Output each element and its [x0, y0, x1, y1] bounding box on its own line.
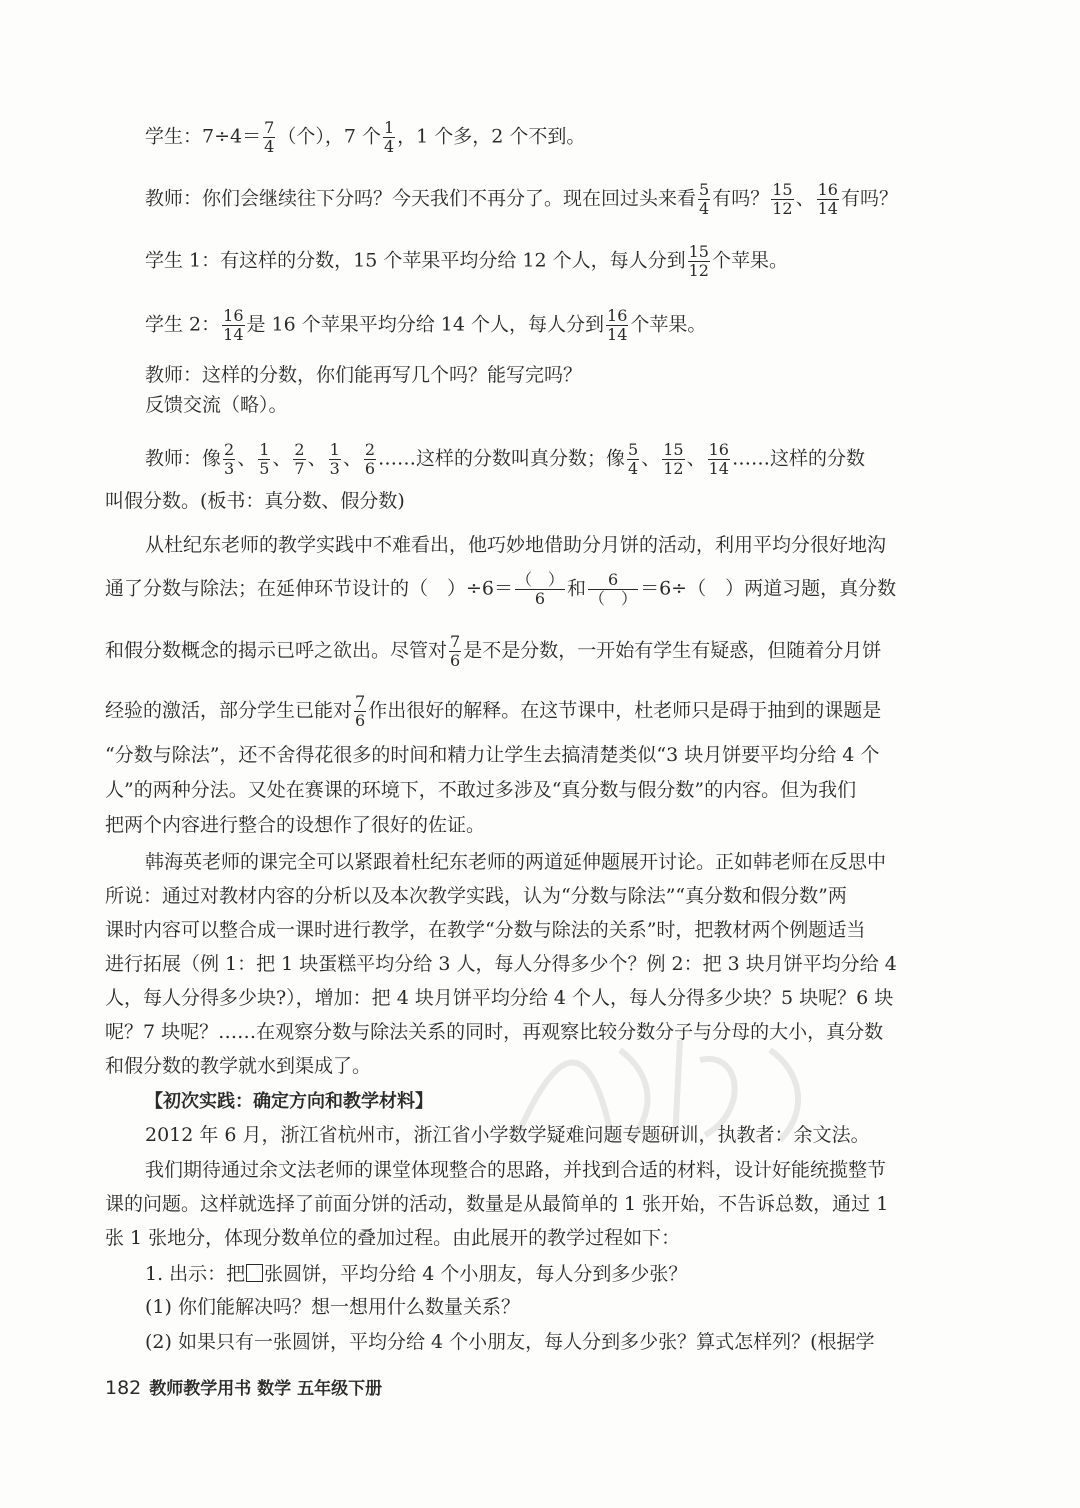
fraction — [383, 120, 395, 155]
fraction-numerator: 7 — [355, 692, 366, 711]
text-segment: 教师：像 — [145, 447, 222, 470]
text-segment: 作出很好的解释。在这节课中，杜老师只是碍于抽到的课题是 — [368, 699, 882, 722]
fraction-denominator: 6 — [534, 589, 546, 608]
fraction — [817, 182, 839, 217]
text-segment: 学生 2： — [145, 313, 221, 336]
text-segment: ＝6÷（ ）两道习题，真分数 — [640, 577, 897, 600]
fraction — [293, 442, 305, 477]
text-segment: 有吗？ — [712, 187, 770, 210]
para2-line-6: 呢？7 块呢？……在观察分数与除法关系的同时，再观察比较分数分子与分母的大小，真分数 — [105, 1021, 884, 1043]
fraction-denominator: 3 — [224, 459, 235, 478]
text-segment: 是不是分数，一开始有学生有疑惑，但随着分月饼 — [463, 639, 882, 662]
text-segment: 教师：你们会继续往下分吗？今天我们不再分了。现在回过头来看 — [145, 187, 697, 210]
fraction-denominator: 14 — [223, 325, 244, 344]
dialogue-line-student-2 — [145, 244, 788, 279]
book-title: 教师教学用书 数学 五年级下册 — [149, 1379, 383, 1399]
fraction-denominator: 4 — [383, 137, 395, 156]
section-line-1: 2012 年 6 月，浙江省杭州市，浙江省小学数学疑难问题专题研训，执教者：余文法。 — [145, 1124, 870, 1146]
fraction — [329, 442, 341, 477]
text-segment: 个苹果。 — [630, 313, 707, 336]
blank-box-icon — [246, 1264, 263, 1282]
fraction-numerator: 5 — [699, 180, 710, 199]
text-segment: 1. 出示：把 — [145, 1263, 246, 1285]
text-segment: 、 — [641, 447, 661, 470]
text-segment: 和 — [567, 577, 587, 600]
text-segment: 和假分数概念的揭示已呼之欲出。尽管对 — [105, 639, 448, 662]
dialogue-line-feedback: 反馈交流（略）。 — [145, 394, 288, 416]
dialogue-line-teacher-1 — [145, 182, 898, 217]
para1-line-2 — [105, 572, 896, 607]
fraction-denominator: 12 — [772, 199, 793, 218]
fraction-numerator: 1 — [329, 440, 340, 459]
fraction-denominator: 14 — [708, 459, 729, 478]
text-segment: 7÷4＝ — [202, 125, 262, 148]
para2-line-7: 和假分数的教学就水到渠成了。 — [105, 1055, 372, 1077]
fraction — [223, 442, 235, 477]
fraction-numerator: 7 — [450, 632, 461, 651]
fraction — [698, 182, 710, 217]
text-segment: 、 — [795, 187, 815, 210]
fraction-numerator: 15 — [663, 440, 684, 459]
fraction — [258, 442, 270, 477]
para2-line-5: 人，每人分得多少块?），增加：把 4 块月饼平均分给 4 个人，每人分得多少块？5 块呢？6 块 — [105, 987, 894, 1009]
fraction — [515, 572, 565, 607]
fraction — [354, 694, 366, 729]
para2-line-2: 所说：通过对教材内容的分析以及本次教学实践，认为“分数与除法”“真分数和假分数”两 — [105, 885, 847, 907]
fraction-denominator: 6 — [355, 711, 366, 730]
fraction-denominator: 5 — [259, 459, 270, 478]
fraction-numerator: 2 — [224, 440, 235, 459]
fraction-numerator: 1 — [259, 440, 270, 459]
fraction-denominator: 4 — [699, 199, 710, 218]
fraction-numerator: 1 — [383, 118, 395, 137]
section-line-4: 张 1 张地分，体现分数单位的叠加过程。由此展开的教学过程如下： — [105, 1227, 681, 1249]
fraction-numerator: （ ） — [516, 570, 565, 589]
dialogue-line-teacher-3-cont: 叫假分数。(板书：真分数、假分数) — [105, 490, 405, 512]
fraction-denominator: 4 — [264, 137, 275, 156]
para1-line-7: 把两个内容进行整合的设想作了很好的佐证。 — [105, 814, 486, 836]
fraction-denominator: 7 — [294, 459, 305, 478]
page-number: 182 — [105, 1377, 142, 1399]
dialogue-line-student-3 — [145, 308, 706, 343]
section-line-7: (2) 如果只有一张圆饼，平均分给 4 个小朋友，每人分到多少张？算式怎样列？(根据学 — [145, 1331, 875, 1353]
fraction — [588, 572, 638, 607]
para1-line-1: 从杜纪东老师的教学实践中不难看出，他巧妙地借助分月饼的活动，利用平均分很好地沟 — [145, 534, 887, 556]
text-segment: 张圆饼，平均分给 4 个小朋友，每人分到多少张？ — [264, 1263, 688, 1285]
fraction-numerator: 16 — [607, 306, 628, 325]
fraction-denominator: （ ） — [589, 589, 638, 608]
fraction — [222, 308, 244, 343]
fraction-denominator: 12 — [688, 261, 709, 280]
text-segment: 学生： — [145, 125, 203, 148]
watermark-icon — [500, 1020, 830, 1150]
text-segment: 、 — [307, 447, 327, 470]
para2-line-1: 韩海英老师的课完全可以紧跟着杜纪东老师的两道延伸题展开讨论。正如韩老师在反思中 — [145, 851, 887, 873]
fraction — [606, 308, 628, 343]
fraction — [688, 244, 710, 279]
fraction-numerator: 16 — [817, 180, 838, 199]
para1-line-4 — [105, 694, 881, 729]
fraction-numerator: 15 — [772, 180, 793, 199]
text-segment: 、 — [342, 447, 362, 470]
section-heading: 【初次实践：确定方向和教学材料】 — [145, 1091, 433, 1112]
section-line-3: 课的问题。这样就选择了前面分饼的活动，数量是从最简单的 1 张开始，不告诉总数，通过 1 — [105, 1193, 889, 1215]
fraction — [449, 634, 461, 669]
fraction-numerator: 7 — [264, 118, 275, 137]
fraction-denominator: 14 — [607, 325, 628, 344]
text-segment: 通了分数与除法；在延伸环节设计的（ ）÷6＝ — [105, 577, 514, 600]
text-segment: 学生 1：有这样的分数，15 个苹果平均分给 12 个人，每人分到 — [145, 249, 686, 272]
fraction — [627, 442, 639, 477]
section-line-2: 我们期待通过余文法老师的课堂体现整合的思路，并找到合适的材料，设计好能统揽整节 — [145, 1159, 887, 1181]
text-segment: 、 — [686, 447, 706, 470]
text-segment: 、 — [272, 447, 292, 470]
fraction-denominator: 3 — [329, 459, 340, 478]
fraction-numerator: 16 — [708, 440, 729, 459]
fraction-numerator: 2 — [294, 440, 305, 459]
dialogue-line-student-1 — [145, 120, 585, 155]
fraction-denominator: 14 — [817, 199, 838, 218]
section-line-5 — [145, 1264, 687, 1284]
para1-line-3 — [105, 634, 881, 669]
section-line-6: (1) 你们能解决吗？想一想用什么数量关系？ — [145, 1296, 520, 1318]
para2-line-3: 课时内容可以整合成一课时进行教学，在教学“分数与除法的关系”时，把教材两个例题适当 — [105, 919, 866, 941]
text-segment: ……这样的分数叫真分数；像 — [378, 447, 626, 470]
fraction-numerator: 2 — [364, 440, 376, 459]
page-footer — [105, 1374, 382, 1399]
text-segment: 是 16 个苹果平均分给 14 个人，每人分到 — [246, 313, 605, 336]
text-segment: 个苹果。 — [711, 249, 788, 272]
fraction-denominator: 6 — [450, 651, 461, 670]
text-segment: 、 — [237, 447, 257, 470]
fraction — [662, 442, 684, 477]
fraction-numerator: 15 — [688, 242, 709, 261]
para1-line-5: “分数与除法”，还不舍得花很多的时间和精力让学生去搞清楚类似“3 块月饼要平均分给 4 个 — [105, 744, 880, 766]
fraction-numerator: 16 — [223, 306, 244, 325]
fraction-numerator: 6 — [588, 572, 638, 590]
fraction — [364, 442, 376, 477]
dialogue-line-teacher-3 — [145, 442, 865, 477]
text-segment: ……这样的分数 — [731, 447, 865, 470]
text-segment: 经验的激活，部分学生已能对 — [105, 699, 353, 722]
fraction — [708, 442, 730, 477]
fraction — [771, 182, 793, 217]
text-segment: （个），7 个 — [277, 125, 381, 148]
text-segment: ，1 个多，2 个不到。 — [397, 125, 586, 148]
text-segment: 有吗？ — [840, 187, 898, 210]
fraction-denominator: 6 — [364, 459, 376, 478]
fraction-denominator: 4 — [628, 459, 639, 478]
para2-line-4: 进行拓展（例 1：把 1 块蛋糕平均分给 3 人，每人分得多少个？例 2：把 3 块月饼平均分给 4 — [105, 953, 897, 975]
fraction-denominator: 12 — [663, 459, 684, 478]
dialogue-line-teacher-2: 教师：这样的分数，你们能再写几个吗？能写完吗？ — [145, 364, 583, 386]
fraction-numerator: 5 — [628, 440, 639, 459]
para1-line-6: 人”的两种分法。又处在赛课的环境下，不敢过多涉及“真分数与假分数”的内容。但为我们 — [105, 779, 857, 801]
fraction — [263, 120, 275, 155]
